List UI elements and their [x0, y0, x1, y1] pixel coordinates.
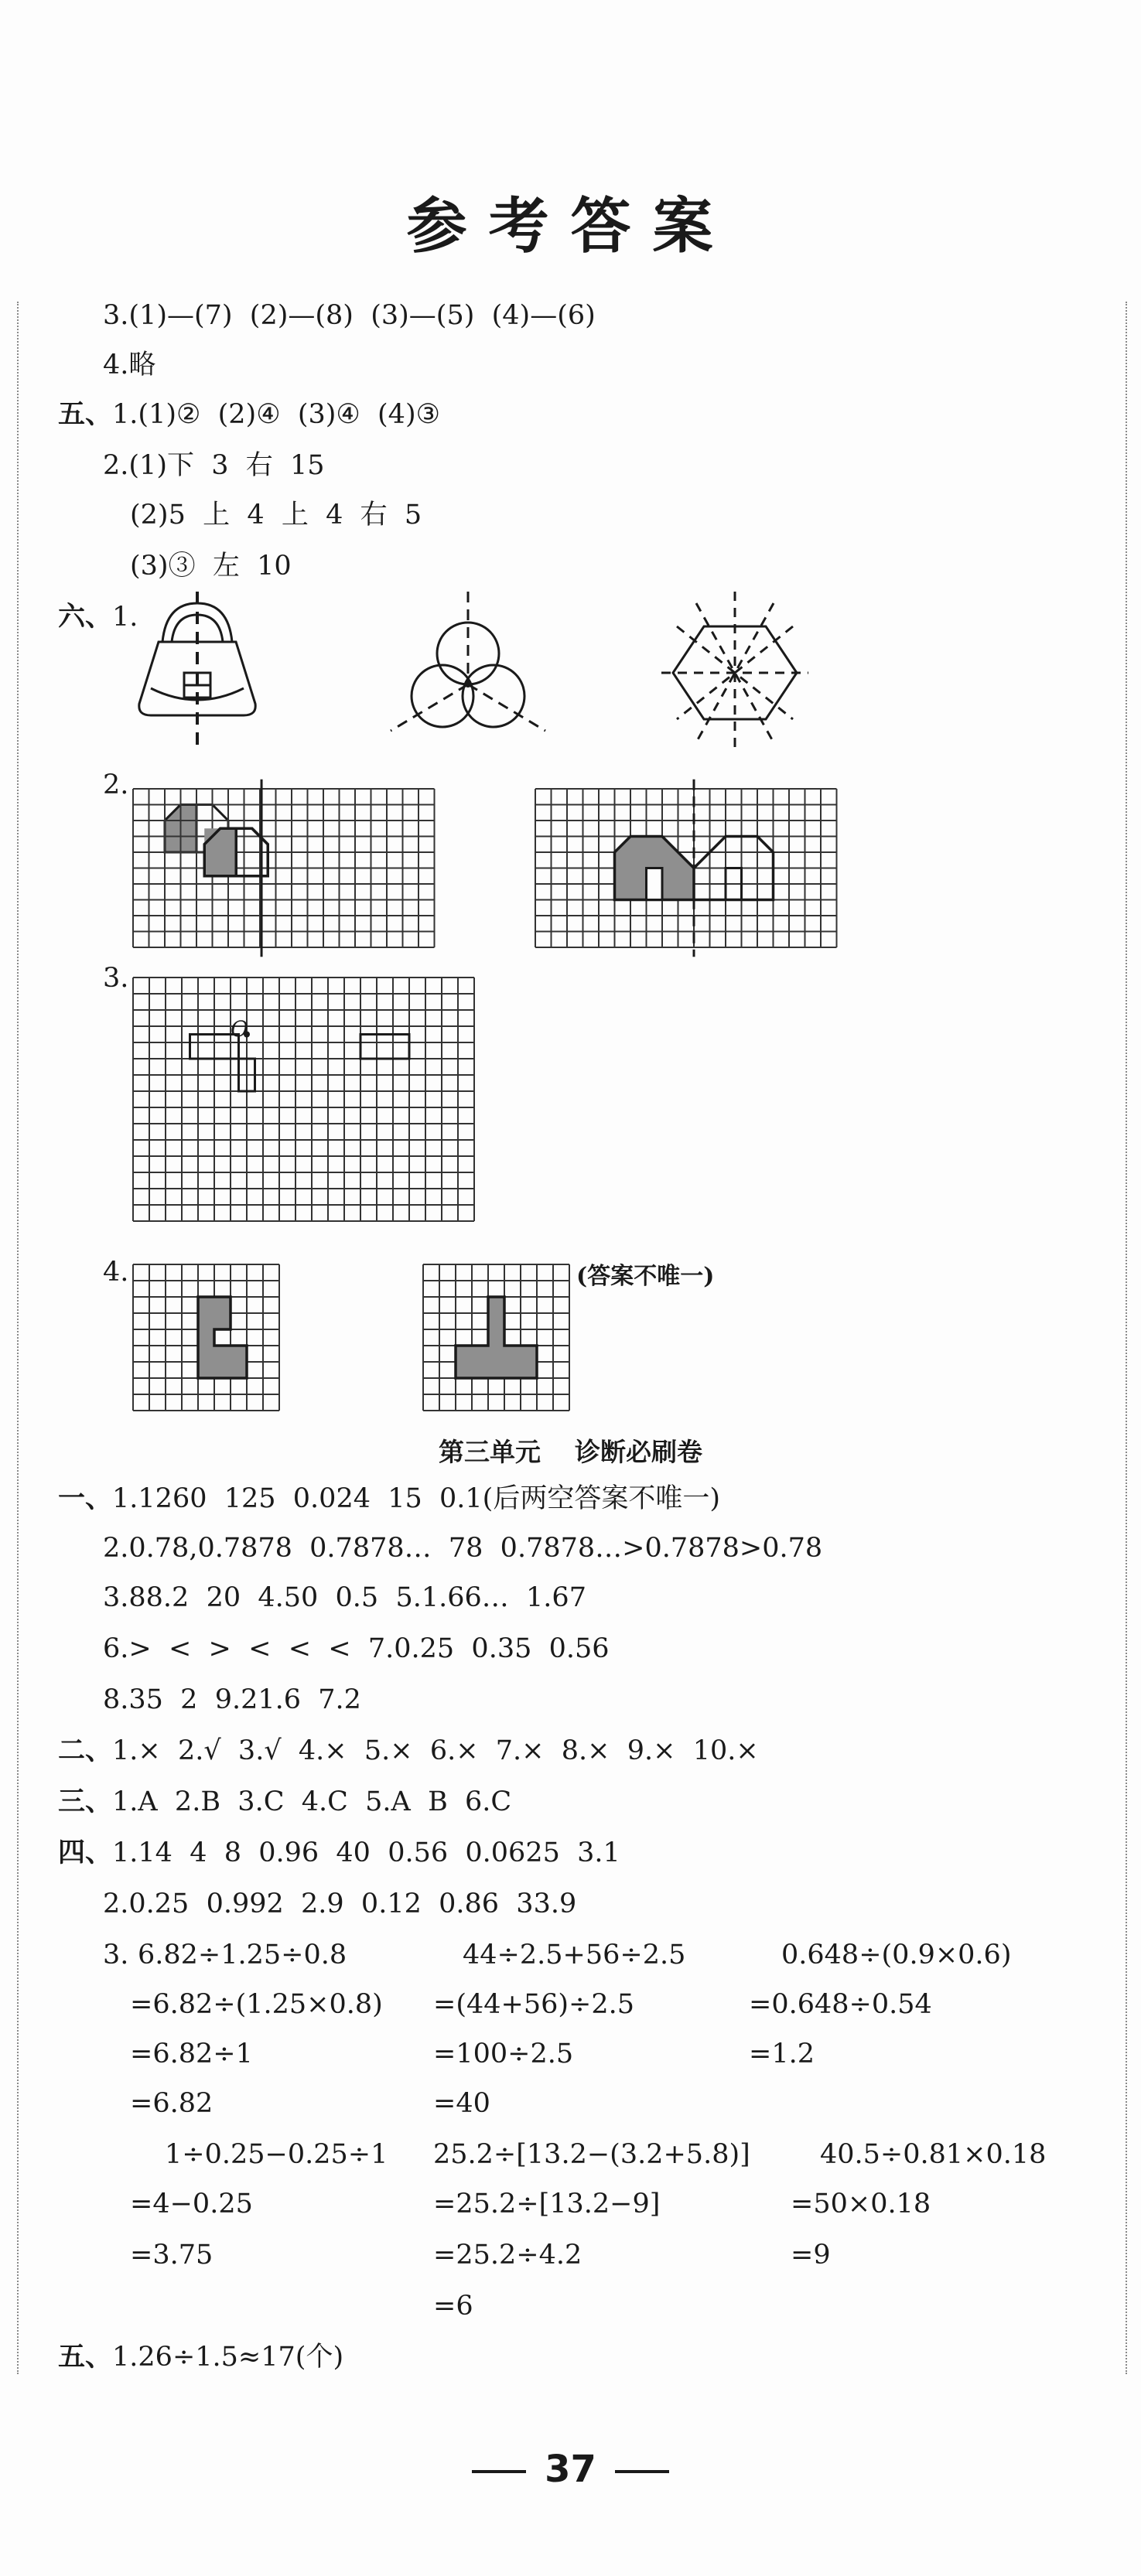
section-label: 六、	[58, 601, 113, 633]
house-door	[647, 868, 663, 900]
answer-line: 2.0.25 0.992 2.9 0.12 0.86 33.9	[103, 1888, 577, 1919]
answer-line: 6.> < > < < < 7.0.25 0.35 0.56	[103, 1633, 610, 1664]
answer-line: 3.88.2 20 4.50 0.5 5.1.66… 1.67	[103, 1582, 586, 1613]
calc-step: =1.2	[749, 2039, 815, 2069]
calc-step: =6	[433, 2291, 473, 2322]
calc-step: =6.82÷1	[130, 2039, 253, 2069]
calc-step: =(44+56)÷2.5	[433, 1989, 635, 2020]
calc-step: =25.2÷4.2	[433, 2240, 582, 2271]
page-title: 参考答案	[406, 191, 735, 261]
calc-step: 25.2÷[13.2−(3.2+5.8)]	[433, 2139, 750, 2170]
calc-step: =40	[433, 2088, 490, 2119]
calc-step: 6.82÷1.25÷0.8	[138, 1940, 347, 1970]
answer-line	[58, 399, 440, 430]
origin-label: O	[231, 1016, 248, 1042]
calc-question-label: 3.	[103, 1940, 129, 1970]
shaded-l-shape	[456, 1297, 537, 1378]
answer-line	[58, 1837, 620, 1868]
symmetry-bag-figure	[124, 595, 271, 750]
answer-line	[58, 2342, 343, 2373]
answer-line	[58, 1786, 511, 1817]
grid-q4-right	[422, 1261, 576, 1415]
section-label: 三、	[58, 1786, 113, 1817]
answer-line	[58, 1483, 720, 1514]
answer-line: (3)③ 左 10	[130, 551, 292, 582]
section-label: 一、	[58, 1482, 113, 1514]
question-label: 3.	[103, 963, 129, 994]
calc-step: 44÷2.5+56÷2.5	[463, 1940, 686, 1970]
calc-step: =6.82÷(1.25×0.8)	[130, 1989, 383, 2020]
page-number	[0, 2448, 1141, 2491]
calc-step: =3.75	[130, 2240, 214, 2271]
answer-text: 1.	[112, 602, 138, 633]
question-label: 2.	[103, 769, 129, 800]
calc-step: 1÷0.25−0.25÷1	[165, 2139, 388, 2170]
page-number-dash-left	[472, 2470, 526, 2473]
section-label: 二、	[58, 1735, 113, 1766]
calc-step: =100÷2.5	[433, 2039, 574, 2069]
calc-step: 0.648÷(0.9×0.6)	[781, 1940, 1012, 1970]
answer-line	[58, 1735, 759, 1766]
answer-line: 2.(1)下 3 右 15	[103, 450, 325, 481]
right-dotted-margin	[1126, 302, 1127, 2374]
page-number-value: 37	[545, 2448, 596, 2491]
question-label: 4.	[103, 1257, 129, 1288]
calc-step: =6.82	[130, 2088, 214, 2119]
calc-step: =50×0.18	[791, 2189, 931, 2219]
shaded-c-shape	[198, 1297, 247, 1378]
answer-text: 1.× 2.√ 3.√ 4.× 5.× 6.× 7.× 8.× 9.× 10.×	[112, 1735, 759, 1766]
grid-q2-left	[132, 781, 456, 951]
calc-step: 40.5÷0.81×0.18	[820, 2139, 1047, 2170]
unit-heading-part1: 第三单元	[439, 1437, 541, 1467]
answer-text: 1.14 4 8 0.96 40 0.56 0.0625 3.1	[112, 1837, 620, 1868]
symmetry-circles-figure	[387, 595, 549, 750]
page-number-dash-right	[615, 2470, 669, 2473]
answer-text: 1.26÷1.5≈17(个)	[112, 2342, 344, 2373]
grid-q2-right	[534, 781, 859, 951]
left-dotted-margin	[17, 302, 19, 2374]
answer-line: 3.(1)—(7) (2)—(8) (3)—(5) (4)—(6)	[103, 300, 596, 331]
calc-step: =9	[791, 2240, 831, 2271]
section-label: 四、	[58, 1837, 113, 1868]
answer-text: 1.(1)② (2)④ (3)④ (4)③	[112, 399, 440, 430]
grid-q4-left	[132, 1261, 286, 1415]
section-label: 五、	[58, 2341, 113, 2373]
answer-line: 4.略	[103, 350, 156, 380]
translated-shape	[360, 1035, 409, 1059]
answer-not-unique-note: (答案不唯一)	[576, 1263, 715, 1290]
unit-heading	[0, 1432, 1141, 1469]
section-label: 五、	[58, 398, 113, 430]
answer-line: 8.35 2 9.21.6 7.2	[103, 1684, 361, 1715]
symmetry-hexagon-figure	[665, 595, 805, 750]
calc-step: =0.648÷0.54	[749, 1989, 932, 2020]
answer-line: 2.0.78,0.7878 0.7878… 78 0.7878…>0.7878>0.78	[103, 1533, 823, 1564]
answer-text: 1.A 2.B 3.C 4.C 5.A B 6.C	[112, 1786, 512, 1817]
answer-line: (2)5 上 4 上 4 右 5	[130, 500, 422, 531]
grid-q3	[132, 976, 480, 1239]
calc-step: =4−0.25	[130, 2189, 253, 2219]
calc-step: =25.2÷[13.2−9]	[433, 2189, 661, 2219]
unit-heading-part2: 诊断必刷卷	[575, 1437, 702, 1467]
answer-text: 1.1260 125 0.024 15 0.1(后两空答案不唯一)	[112, 1483, 720, 1514]
